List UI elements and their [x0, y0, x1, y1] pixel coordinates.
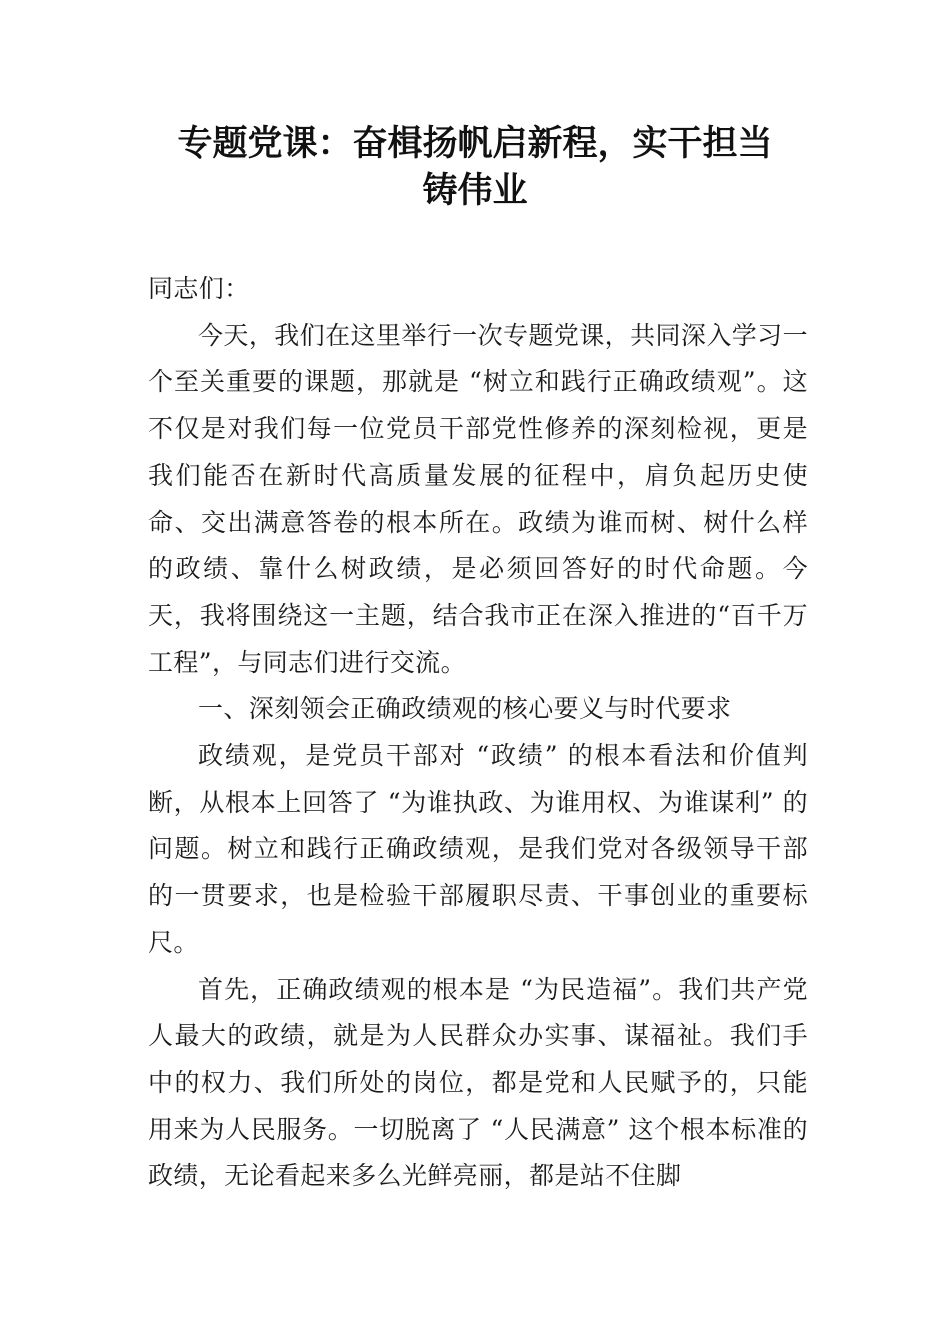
section-heading-1: 一、深刻领会正确政绩观的核心要义与时代要求 [198, 694, 732, 724]
salutation: 同志们： [148, 274, 250, 303]
title-line-2: 铸伟业 [422, 171, 528, 211]
paragraph-first-point: 首先，正确政绩观的根本是 “为民造福”。我们共产党人最大的政绩，就是为人民群众办实事、谋福祉。我们手中的权力、我们所处的岗位，都是党和人民赋予的，只能用来为人民服务。一切脱离了 “人民满意” 这个根本标准的政绩，无论看起来多么光鲜亮丽，都是站不住脚 [148, 974, 808, 1191]
title-line-1: 专题党课：奋楫扬帆启新程，实干担当 [177, 124, 773, 164]
paragraph-political-view: 政绩观，是党员干部对 “政绩” 的根本看法和价值判断，从根本上回答了 “为谁执政、为谁用权、为谁谋利” 的问题。树立和践行正确政绩观，是我们党对各级领导干部的一贯要求，也是检验干部履职尽责、干事创业的重要标尺。 [148, 741, 808, 957]
paragraph-intro: 今天，我们在这里举行一次专题党课，共同深入学习一个至关重要的课题，那就是 “树立和践行正确政绩观”。这不仅是对我们每一位党员干部党性修养的深刻检视，更是我们能否在新时代高质量发展的征程中，肩负起历史使命、交出满意答卷的根本所在。政绩为谁而树、树什么样的政绩、靠什么树政绩，是必须回答好的时代命题。今天，我将围绕这一主题，结合我市正在深入推进的“百千万工程”，与同志们进行交流。 [148, 320, 808, 677]
document-body [148, 266, 808, 1200]
document-title [110, 121, 840, 215]
